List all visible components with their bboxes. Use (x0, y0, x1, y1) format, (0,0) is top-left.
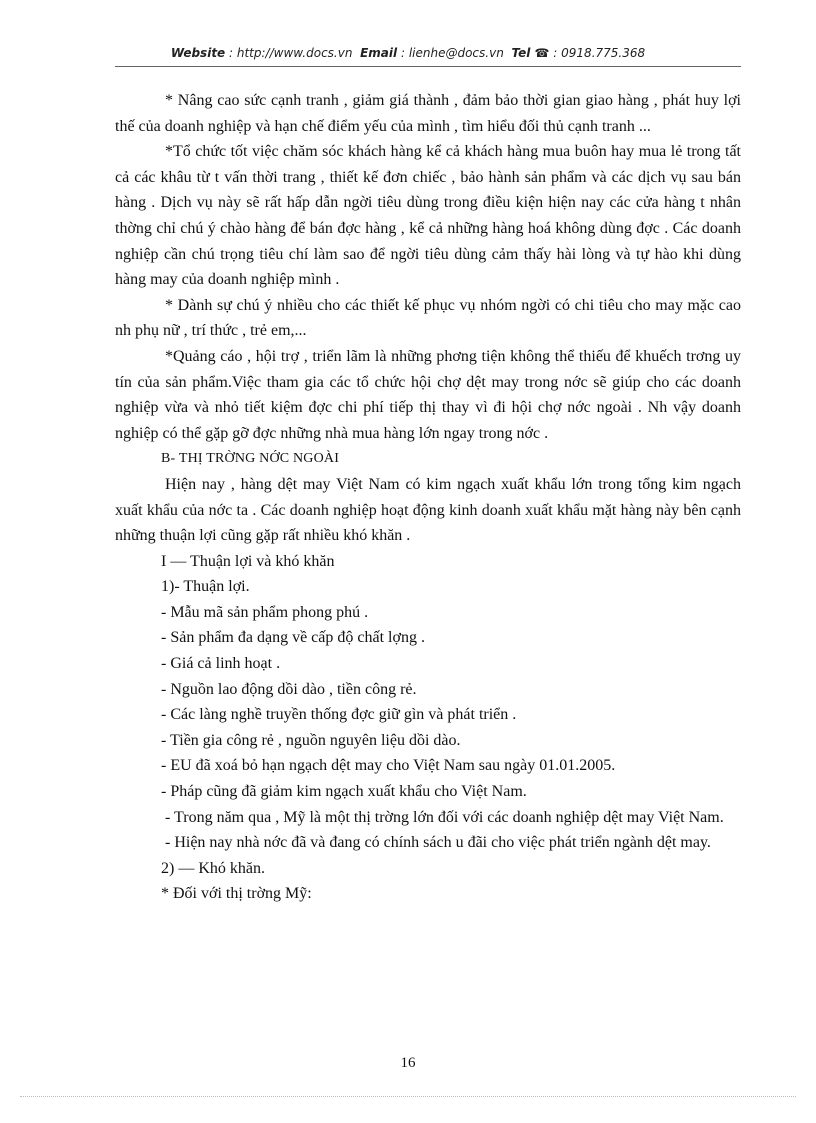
advantage-item: - Pháp cũng đã giảm kim ngạch xuất khẩu cho Việt Nam. (161, 783, 527, 801)
document-body (115, 88, 741, 907)
email-label: Email (360, 46, 398, 60)
paragraph-customer-care: *Tổ chức tốt việc chăm sóc khách hàng kể cả khách hàng mua buôn hay mua lẻ trong tất cả các khâu từ t vấn thời trang , thiết kế đơn chiếc , bảo hành sản phẩm và các dịch vụ sau bán hàng . Dịch vụ này sẽ rất hấp dẫn ngời tiêu dùng trong điều kiện hiện nay các cửa hàng t nhân thờng chỉ chú ý chào hàng để bán đợc hàng , kể cả những hàng hoá không dùng đợc . Các doanh nghiệp cần chú trọng tiêu chí làm sao để ngời tiêu dùng cảm thấy hài lòng và tự hào khi dùng hàng may của doanh nghiệp mình . (115, 143, 741, 289)
advantage-item: - Mẫu mã sản phẩm phong phú . (161, 603, 369, 621)
paragraph-advertising: *Quảng cáo , hội trợ , triển lãm là những phơng tiện không thể thiếu để khuếch trơng uy tín của sản phẩm.Việc tham gia các tổ chức hội chợ dệt may trong nớc sẽ giúp cho các doanh nghiệp vừa và nhỏ tiết kiệm đợc chi phí tiếp thị thay vì đi hội chợ nớc ngoài . Nh vậy doanh nghiệp có thể gặp gỡ đợc những nhà mua hàng lớn ngay trong nớc . (115, 347, 741, 442)
page-header (0, 46, 816, 60)
subheading-difficulties: 2) — Khó khăn. (161, 859, 265, 877)
advantage-item: - Tiền gia công rẻ , nguồn nguyên liệu dồi dào. (161, 731, 461, 749)
tel-value: : 0918.775.368 (553, 46, 646, 60)
advantage-item-us: - Trong năm qua , Mỹ là một thị trờng lớn đối với các doanh nghiệp dệt may Việt Nam. (165, 808, 724, 826)
header-divider (115, 66, 741, 67)
paragraph-competition: * Nâng cao sức cạnh tranh , giảm giá thành , đảm bảo thời gian giao hàng , phát huy lợi thế của doanh nghiệp và hạn chế điểm yếu của mình , tìm hiểu đối thủ cạnh tranh ... (115, 92, 741, 135)
subheading-advantages: 1)- Thuận lợi. (161, 578, 250, 596)
advantage-item: - Giá cả linh hoạt . (161, 655, 281, 673)
subheading-advantages-difficulties: I — Thuận lợi và khó khăn (161, 552, 335, 570)
advantage-item: - Nguồn lao động dồi dào , tiền công rẻ. (161, 680, 417, 698)
page-number: 16 (400, 1055, 416, 1071)
tel-label: Tel ☎ (511, 46, 550, 60)
website-url[interactable]: : http://www.docs.vn (229, 46, 353, 60)
email-value[interactable]: : lienhe@docs.vn (400, 46, 504, 60)
website-label: Website (170, 46, 226, 60)
advantage-item: - Các làng nghề truyền thống đợc giữ gìn và phát triển . (161, 706, 517, 724)
paragraph-design-focus: * Dành sự chú ý nhiều cho các thiết kế phục vụ nhóm ngời có chi tiêu cho may mặc cao nh phụ nữ , trí thức , trẻ em,... (115, 296, 741, 340)
advantage-item: - EU đã xoá bỏ hạn ngạch dệt may cho Việt Nam sau ngày 01.01.2005. (161, 757, 616, 775)
advantage-item: - Sản phẩm đa dạng về cấp độ chất lợng . (161, 629, 425, 647)
advantage-item-policy: - Hiện nay nhà nớc đã và đang có chính sách u đãi cho việc phát triển ngành dệt may. (165, 834, 711, 852)
paragraph-intro: Hiện nay , hàng dệt may Việt Nam có kim ngạch xuất khẩu lớn trong tổng kim ngạch xuất khẩu của nớc ta . Các doanh nghiệp hoạt động kinh doanh xuất khẩu mặt hàng này bên cạnh những thuận lợi cũng gặp rất nhiều khó khăn . (115, 475, 741, 545)
us-market-heading: * Đối với thị trờng Mỹ: (161, 885, 312, 903)
section-heading: B- THỊ TRỜNG NỚC NGOÀI (161, 451, 340, 467)
page-bottom-divider (20, 1096, 796, 1097)
